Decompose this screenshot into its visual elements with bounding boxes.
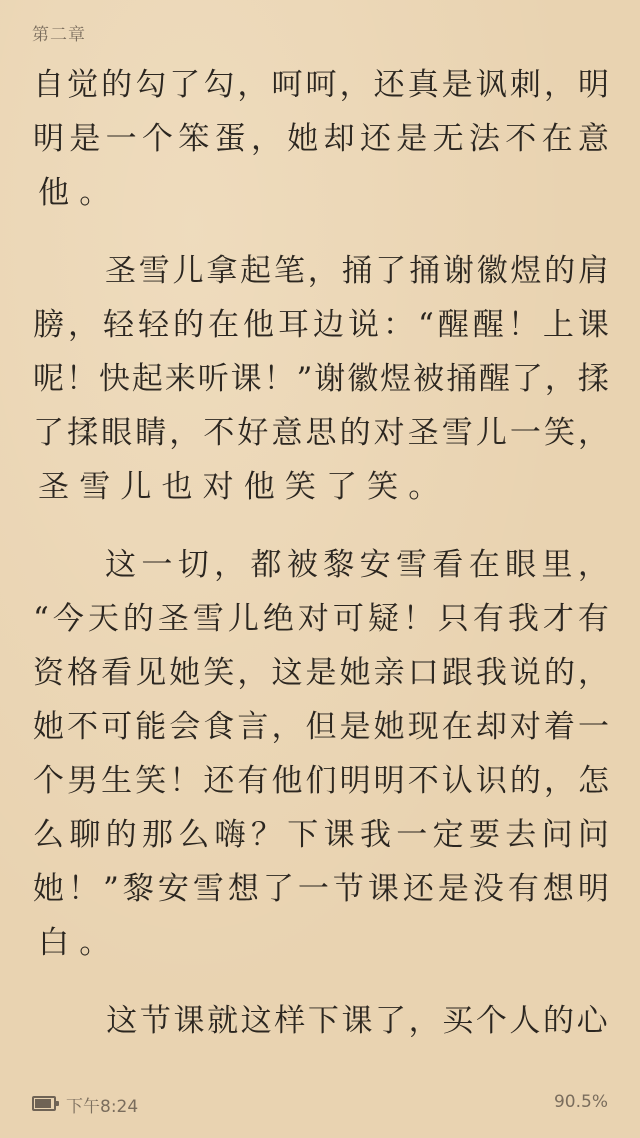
reading-content[interactable] [33,58,609,1058]
status-footer [0,1090,640,1122]
chapter-title: 第二章 [32,25,86,45]
paragraph [33,58,609,220]
battery-icon [32,1096,56,1111]
text-line: 这 一 切 ， 都 被 黎 安 雪 看 在 眼 里 ， [105,547,609,583]
text-line: 她 不 可 能 会 食 言 ， 但 是 她 现 在 却 对 着 一 [33,709,609,745]
text-line: 么 聊 的 那 么 嗨 ？ 下 课 我 一 定 要 去 问 问 [33,817,609,853]
paragraph [33,244,609,514]
paragraph-gap [33,970,609,994]
text-line: 白 。 [38,925,111,961]
text-line: “ 今 天 的 圣 雪 儿 绝 对 可 疑 ！ 只 有 我 才 有 [33,601,609,637]
paragraph-gap [33,220,609,244]
text-line: 自 觉 的 勾 了 勾 ， 呵 呵 ， 还 真 是 讽 刺 ， 明 [33,67,609,103]
text-line: 个 男 生 笑 ！ 还 有 他 们 明 明 不 认 识 的 ， 怎 [33,763,609,799]
text-line: 呢 ！ 快 起 来 听 课 ！ ” 谢 徽 煜 被 捅 醒 了 ， 揉 [33,361,609,397]
text-line: 她 ！ ” 黎 安 雪 想 了 一 节 课 还 是 没 有 想 明 [33,871,609,907]
text-line: 圣 雪 儿 也 对 他 笑 了 笑 。 [38,469,440,505]
clock-time: 下午8:24 [66,1097,139,1117]
text-line: 这 节 课 就 这 样 下 课 了 ， 买 个 人 的 心 [106,1003,608,1039]
text-line: 了 揉 眼 睛 ， 不 好 意 思 的 对 圣 雪 儿 一 笑 ， [33,415,609,451]
text-line: 膀 ， 轻 轻 的 在 他 耳 边 说 ： “ 醒 醒 ！ 上 课 [33,307,609,343]
paragraph-gap [33,514,609,538]
paragraph [33,994,609,1048]
text-line: 资 格 看 见 她 笑 ， 这 是 她 亲 口 跟 我 说 的 ， [33,655,609,691]
text-line: 圣 雪 儿 拿 起 笔 ， 捅 了 捅 谢 徽 煜 的 肩 [105,253,609,289]
text-line: 明 是 一 个 笨 蛋 ， 她 却 还 是 无 法 不 在 意 [33,121,609,157]
paragraph [33,538,609,970]
reading-progress: 90.5% [553,1092,608,1112]
text-line: 他 。 [38,175,111,211]
